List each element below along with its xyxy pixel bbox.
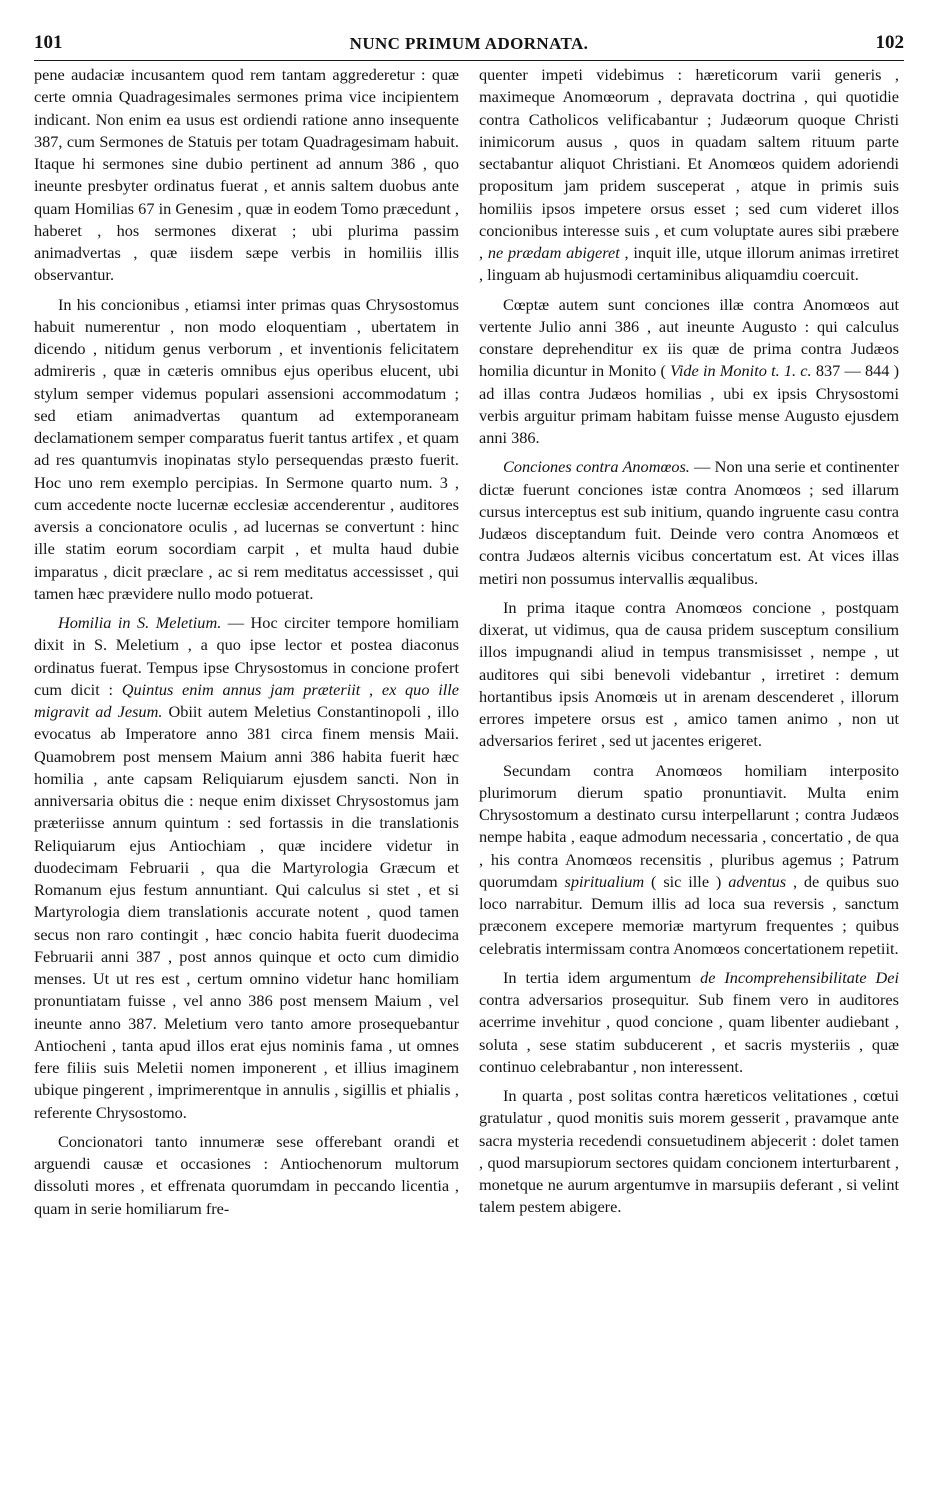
paragraph-text: quenter impeti videbimus : hæreticorum varii generis , maximeque Anomœorum , depravata doctrina , qui quotidie contra Catholicos velificabantur ; Judæorum quoque Christi inimicorum ausus , quos in quadam saltem rituum parte sectabantur aliquot Christiani. Et Anomœos quidem adoriendi propositum jam pridem susceperat , atque in primis suis homiliis ipsos impetere orsus esset ; sed cum videret illos concionibus interesse suis , et cum voluptate aures sibi præbere ,: [479, 65, 899, 262]
paragraph-text: Secundam contra Anomœos homiliam interposito plurimorum dierum spatio pronuntiavit. Multa enim Chrysostomum a destinato cursu interpellarunt ; contra Judæos nempe habita , eaque admodum necessaria , concertatio , de qua , his contra Anomœos recensitis , pluribus agemus ; Patrum quorumdam: [479, 760, 899, 891]
paragraph: In quarta , post solitas contra hæreticos velitationes , cœtui gratulatur , quod monitis suis morem gesserit , pravamque ante sacra mysteria recedendi consuetudinem abjecerit : dolet tamen , quod marsupiorum sectores quidam concionem interturbarent , monetque ne aurum argentumve in marsupiis deferant , si velint talem pestem abigere.: [479, 1086, 899, 1217]
paragraph: [479, 456, 899, 590]
quotation: de Incomprehensibilitate Dei: [700, 967, 899, 987]
paragraph-text: , de quibus suo loco narrabitur. Demum illis ad loca sua reversis , sanctum præconem excepere memoriæ martyrum frequentes ; quibus celebratis intermissam contra Anomœos concertationem repetiit.: [479, 871, 899, 958]
right-column: [479, 64, 899, 1226]
section-heading-meletium: Homilia in S. Meletium.: [58, 613, 222, 632]
paragraph-text: — Hoc circiter tempore homiliam dixit in S. Meletium , a quo ipse lector et postea diaconus ordinatus fuerat. Tempus ipse Chrysostomus in concione profert cum dicit :: [34, 613, 459, 699]
paragraph-text: Obiit autem Meletius Constantinopoli , illo evocatus ab Imperatore anno 381 circa finem mensis Maii. Quamobrem post mensem Maium anni 386 habita fuerit hæc homilia , ante capsam Reliquiarum ejusdem sancti. Non in anniversaria obitus die : neque enim dixisset Chrysostomus jam præteriisse annum quintum : sed fortassis in die translationis Reliquiarum ejus Antiochiam , quæ incidere videtur in duodecimam Februarii , qua die Martyrologia Græcum et Romanum ejus festum annuntiant. Qui calculus si stet , et si Martyrologia diem translationis accurate notent , quod tamen secus non raro contingit , hæc concio habita fuerit duodecima Februarii anni 387 , post annos quinque et octo cum dimidio menses. Ut ut res est , certum omnino videtur hanc homiliam pronuntiatam fuisse , vel anno 386 post mensem Maium , vel ineunte anno 387. Meletium vero tanto amore prosequebantur Antiocheni , tanta apud illos erat ejus nominis fama , ut omnes fere filiis suis Meletii nomen imponerent , et illius imaginem ubique pingerent , imprimerentque in annulis , sigillis et phialis , referente Chrysostomo.: [34, 702, 459, 1122]
paragraph: [479, 967, 899, 1078]
quotation: spiritualium: [564, 871, 645, 891]
paragraph-text: In tertia idem argumentum: [503, 967, 701, 987]
paragraph: [34, 612, 459, 1124]
quotation: adventus: [728, 871, 787, 891]
page-header: [34, 30, 904, 61]
paragraph: [479, 294, 899, 450]
quotation: ne prædam abigeret: [487, 243, 620, 262]
section-heading-anomoeos: Conciones contra Anomœos.: [503, 457, 690, 477]
paragraph-text: Cœptæ autem sunt conciones illæ contra Anomœos aut vertente Julio anni 386 , aut ineunte Augusto : qui calculus constare deprehenditur ex iis quæ de prima contra Judæos homilia dicuntur in Monito (: [479, 294, 899, 381]
paragraph: In prima itaque contra Anomœos concione , postquam dixerat, ut vidimus, qua de causa pridem susceptum consilium illos impugnandi aliud in tempus transmisisset , nempe , ut auditores qui sibi benevoli videbantur , irretiret : demum hortantibus ipsis Anomœis ut in arenam descenderet , illorum errores impetere orsus est , amico tamen animo , non ut adversarios feriret , sed ut jacentes erigeret.: [479, 597, 899, 751]
paragraph-text: contra adversarios prosequitur. Sub finem vero in auditores acerrime invehitur , quod concione , quam libenter audiebant , soluta , sese statim subducerent , et sacris mysteriis , quæ continuo celebrabantur , non interessent.: [479, 990, 899, 1076]
quotation: Quintus enim annus jam præteriit , ex quo ille migravit ad Jesum.: [34, 679, 460, 721]
paragraph: In his concionibus , etiamsi inter primas quas Chrysostomus habuit numerentur , non modo eloquentiam , ubertatem in dicendo , nitidum genus verborum , et inventionis felicitatem admireris , quæ in cæteris omnibus ejus operibus elucent, ubi stylum semper videmus populari assensioni accommodatum ; sed etiam animadvertas quantum ad extemporaneam declamationem semper comparatus fuerit tantus artifex , et quam ad res quantumvis inopinatas stylo persequendas præsto fuerit. Hoc uno rem exemplo percipias. In Sermone quarto num. 3 , cum accedente nocte lucernæ ecclesiæ accenderentur , auditores aversis a concionatore oculis , ad lucernas se convertunt : hinc ille statim eorum socordiam carpit , et multa haud dubie imparatus , dicit præclare , ac si rem meditatus accessisset , qui tamen hæc prævidere nullo modo potuerat.: [34, 294, 459, 603]
paragraph-text: 837 — 844 ) ad illas contra Judæos homilias , ubi ex ipsis Chrysostomi verbis arguitur primam habitam fuisse mense Augusto ejusdem anni 386.: [479, 361, 900, 447]
reference: Vide in Monito t. 1. c.: [670, 361, 812, 381]
paragraph-text: ( sic ille ): [644, 871, 729, 891]
paragraph-text: , inquit ille, utque illorum animas irretiret , linguam ab hujusmodi certaminibus aliquamdiu coercuit.: [479, 243, 899, 285]
left-column: [34, 64, 459, 1227]
paragraph: [479, 64, 899, 287]
running-title: NUNC PRIMUM ADORNATA.: [349, 34, 589, 53]
paragraph: pene audaciæ incusantem quod rem tantam aggrederetur : quæ certe omnia Quadragesimales sermones prima vice incipientem indicant. Non enim ea usus est ordiendi ratione anno insequente 387, cum Sermones de Statuis per totam Quadragesimam habuit. Itaque hi sermones sine dubio pertinent ad annum 386 , quo ineunte presbyter ordinatus fuerat , et annis saltem duobus ante quam Homilias 67 in Genesim , quæ in eodem Tomo præcedunt , haberet , hos sermones dixerat ; ubi plurima passim animadvertas , quæ iisdem sæpe verbis in homiliis illis observantur.: [34, 65, 459, 285]
page-number-left: 101: [34, 32, 63, 53]
paragraph-text: — Non una serie et continenter dictæ fuerunt conciones istæ contra Anomœos ; sed illarum cursus interceptus est sub initium, quando ingruente casu contra Judæos disceptandum fuit. Deinde vero contra Anomœos et contra Judæos alternis vicibus concertatum est. At vices illas metiri non possumus intervallis æqualibus.: [479, 457, 900, 588]
paragraph: Concionatori tanto innumeræ sese offerebant orandi et arguendi causæ et occasiones : Antiochenorum multorum dissoluti mores , et effrenata quorumdam in peccando licentia , quam in serie homiliarum fre-: [34, 1131, 459, 1218]
paragraph: [479, 760, 899, 960]
page-number-right: 102: [875, 32, 904, 53]
